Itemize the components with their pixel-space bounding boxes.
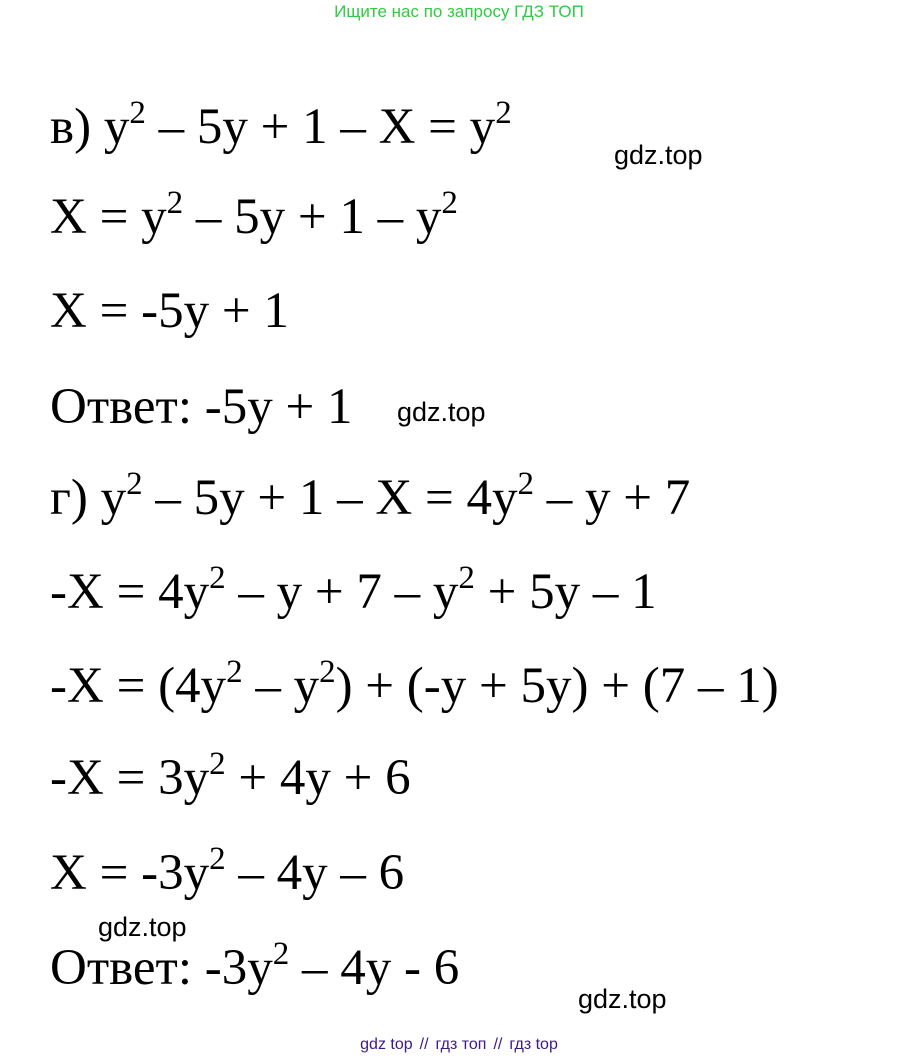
footer-link-gdz-top-ru[interactable]: гдз топ [435,1036,487,1053]
part-g-equation-line: г) $y^2 - 5y + 1 - X = 4y^2 - y + 7$ [50,466,691,526]
part-v-step-1: $X = y^2 - 5y + 1 - y^2$ [50,185,458,245]
part-g-step-4: $X = -3y^2 - 4y - 6$ [50,841,405,901]
banner-text: Ищите нас по запросу ГДЗ ТОП [334,2,584,21]
footer [0,1034,918,1056]
footer-separator: // [493,1036,503,1053]
watermark: gdz.top [397,397,486,427]
part-v-step-2: X = -5y + 1 [50,283,289,339]
part-g-step-1: $-X = 4y^2 - y + 7 - y^2 + 5y - 1$ [50,560,657,620]
part-g-answer: Ответ: $-3y^2 - 4y - 6$ [50,936,460,996]
footer-link-gdz-top-mixed[interactable]: гдз top [509,1036,558,1053]
part-v-equation-line: в) $y^2 - 5y + 1 - X = y^2$ [50,95,512,155]
footer-link-gdz-top[interactable]: gdz top [360,1036,413,1053]
part-g-step-2: $-X = (4y^2 - y^2) + (-y + 5y) + (7 - 1)$ [50,654,779,714]
top-banner [0,1,918,23]
watermark: gdz.top [614,140,703,170]
footer-separator: // [419,1036,429,1053]
part-g-step-3: $-X = 3y^2 + 4y + 6$ [50,746,411,806]
watermark: gdz.top [578,984,667,1014]
part-v-answer: Ответ: -5y + 1 [50,379,353,435]
watermark: gdz.top [98,912,187,942]
